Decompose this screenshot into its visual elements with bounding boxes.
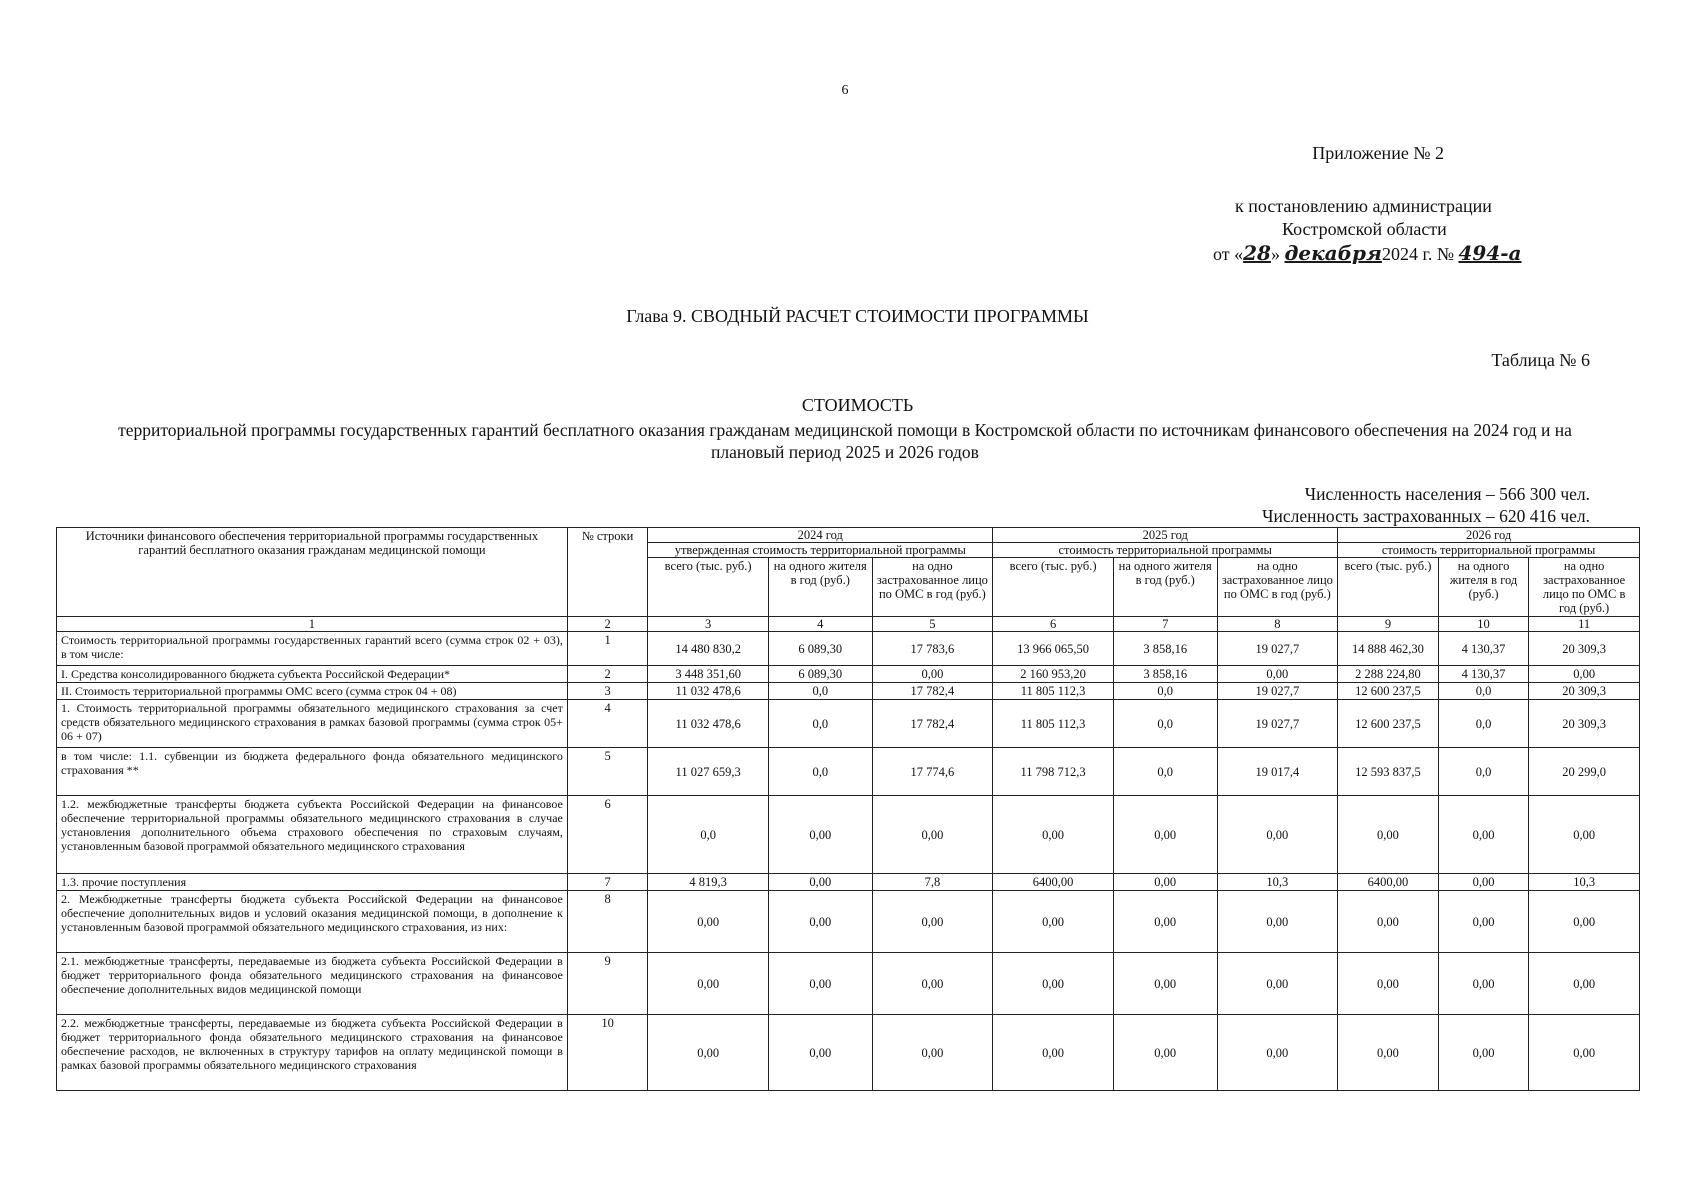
row-value: 0,00 xyxy=(1217,666,1338,683)
row-value: 0,0 xyxy=(1113,683,1217,700)
row-value: 17 774,6 xyxy=(872,748,993,796)
header-row-number: № строки xyxy=(567,528,647,617)
header-per-insured-2025: на одно застрахованное лицо по ОМС в год (руб.) xyxy=(1217,558,1338,617)
row-value: 19 027,7 xyxy=(1217,632,1338,666)
row-source-name: 1. Стоимость территориальной программы обязательного медицинского страхования за счет средств обязательного медицинского страхования в рамках базовой программы (сумма строк 05+ 06 + 07) xyxy=(57,700,568,748)
row-value: 6 089,30 xyxy=(768,632,872,666)
row-value: 0,00 xyxy=(872,796,993,874)
row-value: 19 027,7 xyxy=(1217,683,1338,700)
row-value: 11 027 659,3 xyxy=(648,748,769,796)
row-value: 0,00 xyxy=(993,891,1114,953)
row-value: 12 600 237,5 xyxy=(1338,700,1439,748)
row-value: 0,0 xyxy=(768,683,872,700)
row-value: 0,00 xyxy=(993,953,1114,1015)
decree-date-line xyxy=(1213,241,1522,265)
row-source-name: 1.3. прочие поступления xyxy=(57,874,568,891)
table-row xyxy=(57,953,1640,1015)
row-value: 6400,00 xyxy=(1338,874,1439,891)
cost-subtitle: территориальной программы государственных гарантий бесплатного оказания гражданам медицинской помощи в Костромской области по источникам финансового обеспечения на 2024 год и на плановый период 2025 и 2026 годов xyxy=(118,420,1572,462)
row-value: 11 805 112,3 xyxy=(993,683,1114,700)
appendix-label: Приложение № 2 xyxy=(1312,143,1444,163)
row-value: 6 089,30 xyxy=(768,666,872,683)
column-number: 8 xyxy=(1217,617,1338,632)
row-value: 0,00 xyxy=(872,953,993,1015)
population-count: Численность населения – 566 300 чел. xyxy=(1304,484,1590,504)
row-value: 0,00 xyxy=(1113,953,1217,1015)
row-source-name: 2. Межбюджетные трансферты бюджета субъекта Российской Федерации на финансовое обеспечение дополнительных видов и условий оказания медицинской помощи, в дополнение к установленным базовой программой обязательного медицинского страхования, из них: xyxy=(57,891,568,953)
row-value: 17 783,6 xyxy=(872,632,993,666)
row-value: 20 299,0 xyxy=(1529,748,1640,796)
row-value: 0,00 xyxy=(1217,891,1338,953)
row-value: 0,00 xyxy=(1529,796,1640,874)
row-value: 10,3 xyxy=(1217,874,1338,891)
handwritten-day: 28 xyxy=(1243,241,1271,265)
row-value: 12 600 237,5 xyxy=(1338,683,1439,700)
row-value: 10,3 xyxy=(1529,874,1640,891)
handwritten-decree-number: 494-а xyxy=(1458,241,1522,265)
row-value: 12 593 837,5 xyxy=(1338,748,1439,796)
table-row xyxy=(57,891,1640,953)
row-value: 4 819,3 xyxy=(648,874,769,891)
row-value: 11 032 478,6 xyxy=(648,700,769,748)
row-value: 0,00 xyxy=(1338,891,1439,953)
row-number: 3 xyxy=(567,683,647,700)
row-value: 4 130,37 xyxy=(1438,666,1529,683)
row-number: 7 xyxy=(567,874,647,891)
row-value: 0,0 xyxy=(1113,748,1217,796)
column-number: 5 xyxy=(872,617,993,632)
column-number: 9 xyxy=(1338,617,1439,632)
row-value: 0,00 xyxy=(1438,874,1529,891)
row-value: 0,0 xyxy=(1113,700,1217,748)
row-source-name: 1.2. межбюджетные трансферты бюджета субъекта Российской Федерации на финансовое обеспечение территориальной программы обязательного медицинского страхования в случае установления дополнительного объема страхового обеспечения по страховым случаям, установленным базовой программой обязательного медицинского страхования xyxy=(57,796,568,874)
header-per-resident-2025: на одного жителя в год (руб.) xyxy=(1113,558,1217,617)
row-value: 11 032 478,6 xyxy=(648,683,769,700)
row-source-name: Стоимость территориальной программы государственных гарантий всего (сумма строк 02 + 03), в том числе: xyxy=(57,632,568,666)
row-number: 5 xyxy=(567,748,647,796)
row-number: 1 xyxy=(567,632,647,666)
row-value: 7,8 xyxy=(872,874,993,891)
row-number: 6 xyxy=(567,796,647,874)
row-value: 11 805 112,3 xyxy=(993,700,1114,748)
column-number: 4 xyxy=(768,617,872,632)
row-value: 0,00 xyxy=(1529,666,1640,683)
row-value: 0,00 xyxy=(1217,1015,1338,1091)
page-number: 6 xyxy=(841,83,849,98)
row-value: 0,0 xyxy=(768,700,872,748)
row-value: 3 858,16 xyxy=(1113,666,1217,683)
column-number: 11 xyxy=(1529,617,1640,632)
row-number: 10 xyxy=(567,1015,647,1091)
column-number: 10 xyxy=(1438,617,1529,632)
table-row xyxy=(57,1015,1640,1091)
row-number: 8 xyxy=(567,891,647,953)
header-per-insured-2024: на одно застрахованное лицо по ОМС в год (руб.) xyxy=(872,558,993,617)
header-per-resident-2026: на одного жителя в год (руб.) xyxy=(1438,558,1529,617)
row-value: 17 782,4 xyxy=(872,700,993,748)
header-year-2026: 2026 год xyxy=(1338,528,1640,543)
row-value: 0,00 xyxy=(1438,1015,1529,1091)
column-numbers-row xyxy=(57,617,1640,632)
row-value: 0,00 xyxy=(768,953,872,1015)
column-number: 3 xyxy=(648,617,769,632)
row-value: 0,00 xyxy=(993,796,1114,874)
row-value: 0,00 xyxy=(872,1015,993,1091)
row-value: 2 160 953,20 xyxy=(993,666,1114,683)
row-source-name: I. Средства консолидированного бюджета субъекта Российской Федерации* xyxy=(57,666,568,683)
row-value: 0,00 xyxy=(1438,891,1529,953)
row-value: 0,00 xyxy=(1217,796,1338,874)
row-value: 0,00 xyxy=(648,953,769,1015)
header-total-2024: всего (тыс. руб.) xyxy=(648,558,769,617)
row-value: 0,00 xyxy=(1438,796,1529,874)
row-value: 2 288 224,80 xyxy=(1338,666,1439,683)
row-value: 14 888 462,30 xyxy=(1338,632,1439,666)
row-value: 0,00 xyxy=(872,666,993,683)
row-value: 0,00 xyxy=(1529,953,1640,1015)
header-per-resident-2024: на одного жителя в год (руб.) xyxy=(768,558,872,617)
row-value: 20 309,3 xyxy=(1529,632,1640,666)
row-value: 0,0 xyxy=(1438,700,1529,748)
header-year-2025: 2025 год xyxy=(993,528,1338,543)
table-row xyxy=(57,632,1640,666)
table-row xyxy=(57,683,1640,700)
header-source: Источники финансового обеспечения территориальной программы государственных гарантий бесплатного оказания гражданам медицинской помощи xyxy=(57,528,568,617)
row-number: 2 xyxy=(567,666,647,683)
row-value: 0,00 xyxy=(1113,1015,1217,1091)
table-row xyxy=(57,700,1640,748)
handwritten-month: декабря xyxy=(1284,241,1382,265)
table-row xyxy=(57,796,1640,874)
row-value: 0,00 xyxy=(1113,796,1217,874)
row-value: 0,00 xyxy=(768,891,872,953)
row-value: 0,0 xyxy=(1438,748,1529,796)
column-number: 6 xyxy=(993,617,1114,632)
row-value: 11 798 712,3 xyxy=(993,748,1114,796)
chapter-title: Глава 9. СВОДНЫЙ РАСЧЕТ СТОИМОСТИ ПРОГРАММЫ xyxy=(626,306,1089,326)
row-value: 13 966 065,50 xyxy=(993,632,1114,666)
row-value: 14 480 830,2 xyxy=(648,632,769,666)
row-value: 0,00 xyxy=(1338,796,1439,874)
row-value: 0,0 xyxy=(648,796,769,874)
cost-table-body xyxy=(57,632,1640,1091)
cost-title: СТОИМОСТЬ xyxy=(801,395,914,415)
column-number: 2 xyxy=(567,617,647,632)
insured-count: Численность застрахованных – 620 416 чел. xyxy=(1262,506,1590,526)
row-value: 17 782,4 xyxy=(872,683,993,700)
row-value: 20 309,3 xyxy=(1529,683,1640,700)
table-row xyxy=(57,748,1640,796)
row-value: 0,00 xyxy=(1113,891,1217,953)
row-source-name: II. Стоимость территориальной программы ОМС всего (сумма строк 04 + 08) xyxy=(57,683,568,700)
row-value: 19 027,7 xyxy=(1217,700,1338,748)
row-value: 4 130,37 xyxy=(1438,632,1529,666)
header-sub-2026: стоимость территориальной программы xyxy=(1338,543,1640,558)
column-number: 7 xyxy=(1113,617,1217,632)
column-number: 1 xyxy=(57,617,568,632)
row-value: 0,0 xyxy=(768,748,872,796)
row-value: 0,00 xyxy=(1217,953,1338,1015)
header-row-years xyxy=(57,528,1640,543)
row-source-name: 2.1. межбюджетные трансферты, передаваемые из бюджета субъекта Российской Федерации в бюджет территориального фонда обязательного медицинского страхования на финансовое обеспечение дополнительных видов медицинской помощи xyxy=(57,953,568,1015)
decree-prefix: от « xyxy=(1213,244,1244,264)
table-number: Таблица № 6 xyxy=(1491,350,1590,370)
row-value: 0,00 xyxy=(648,891,769,953)
header-total-2025: всего (тыс. руб.) xyxy=(993,558,1114,617)
decree-mid: » xyxy=(1270,244,1285,264)
table-row xyxy=(57,666,1640,683)
row-value: 0,0 xyxy=(1438,683,1529,700)
row-value: 0,00 xyxy=(768,874,872,891)
row-value: 0,00 xyxy=(1113,874,1217,891)
row-value: 0,00 xyxy=(872,891,993,953)
row-number: 9 xyxy=(567,953,647,1015)
row-value: 0,00 xyxy=(1338,1015,1439,1091)
row-value: 3 448 351,60 xyxy=(648,666,769,683)
header-year-2024: 2024 год xyxy=(648,528,993,543)
decree-line-2: Костромской области xyxy=(1282,219,1447,239)
header-per-insured-2026: на одно застрахованное лицо по ОМС в год (руб.) xyxy=(1529,558,1640,617)
header-total-2026: всего (тыс. руб.) xyxy=(1338,558,1439,617)
row-number: 4 xyxy=(567,700,647,748)
row-value: 0,00 xyxy=(1529,1015,1640,1091)
row-value: 0,00 xyxy=(1529,891,1640,953)
row-value: 19 017,4 xyxy=(1217,748,1338,796)
table-row xyxy=(57,874,1640,891)
row-value: 0,00 xyxy=(1338,953,1439,1015)
row-value: 0,00 xyxy=(768,796,872,874)
row-value: 3 858,16 xyxy=(1113,632,1217,666)
row-source-name: в том числе: 1.1. субвенции из бюджета федерального фонда обязательного медицинского страхования ** xyxy=(57,748,568,796)
header-sub-2025: стоимость территориальной программы xyxy=(993,543,1338,558)
cost-table xyxy=(56,527,1640,1091)
row-value: 0,00 xyxy=(648,1015,769,1091)
row-value: 0,00 xyxy=(1438,953,1529,1015)
row-value: 6400,00 xyxy=(993,874,1114,891)
row-value: 20 309,3 xyxy=(1529,700,1640,748)
row-value: 0,00 xyxy=(993,1015,1114,1091)
decree-year-text: 2024 г. № xyxy=(1381,244,1459,264)
decree-line-1: к постановлению администрации xyxy=(1235,196,1492,216)
header-sub-2024: утвержденная стоимость территориальной программы xyxy=(648,543,993,558)
row-value: 0,00 xyxy=(768,1015,872,1091)
row-source-name: 2.2. межбюджетные трансферты, передаваемые из бюджета субъекта Российской Федерации в бюджет территориального фонда обязательного медицинского страхования на финансовое обеспечение расходов, не включенных в структуру тарифов на оплату медицинской помощи в рамках базовой программы обязательного медицинского страхования xyxy=(57,1015,568,1091)
